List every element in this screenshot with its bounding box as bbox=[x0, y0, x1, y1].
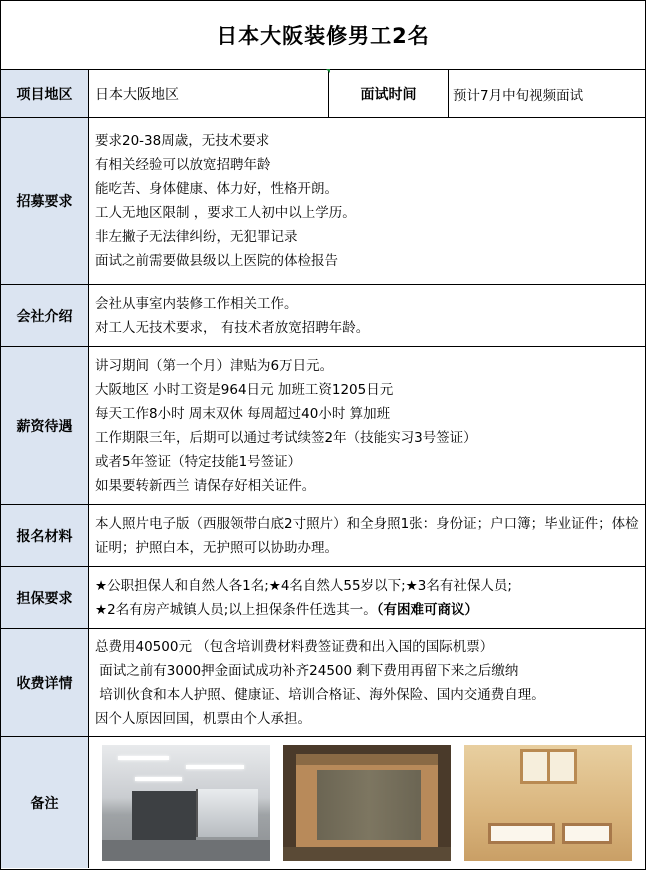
salary-row bbox=[1, 347, 645, 505]
recruit-line: 有相关经验可以放宽招聘年龄 bbox=[95, 157, 271, 173]
recruit-row bbox=[1, 118, 645, 285]
comment-marker-icon bbox=[326, 69, 330, 73]
region-row bbox=[1, 70, 645, 118]
materials-row bbox=[1, 505, 645, 567]
region-label: 项目地区 bbox=[1, 70, 89, 117]
japanese-ceiling-photo bbox=[464, 745, 632, 861]
guarantee-content bbox=[89, 567, 645, 628]
recruit-line: 能吃苦、身体健康、体力好，性格开朗。 bbox=[95, 181, 338, 197]
company-content bbox=[89, 285, 645, 346]
remarks-row bbox=[1, 737, 645, 868]
fees-line: 总费用40500元 （包含培训费材料费签证费和出入国的国际机票） bbox=[95, 638, 494, 655]
recruit-line: 非左撇子无法律纠纷，无犯罪记录 bbox=[95, 229, 298, 245]
salary-line: 工作期限三年，后期可以通过考试续签2年（技能实习3号签证） bbox=[95, 429, 477, 446]
guarantee-row bbox=[1, 567, 645, 629]
fees-line: 培训伙食和本人护照、健康证、培训合格证、海外保险、国内交通费自理。 bbox=[95, 686, 545, 703]
company-line: 会社从事室内装修工作相关工作。 bbox=[95, 295, 298, 312]
fees-row bbox=[1, 629, 645, 737]
materials-label: 报名材料 bbox=[1, 505, 89, 566]
salary-line: 大阪地区 小时工资是964日元 加班工资1205日元 bbox=[95, 381, 394, 398]
wood-wall-photo bbox=[283, 745, 451, 861]
fees-content bbox=[89, 629, 645, 736]
recruit-line: 要求20-38周歳，无技术要求 bbox=[95, 133, 270, 149]
salary-line: 讲习期间（第一个月）津贴为6万日元。 bbox=[95, 357, 334, 374]
materials-text: 本人照片电子版（西服领带白底2寸照片）和全身照1张：身份证；户口簿；毕业证件；体检证明；护照白本，无护照可以协助办理。 bbox=[95, 515, 639, 556]
fees-line: 面试之前有3000押金面试成功补齐24500 剩下费用再留下来之后缴纳 bbox=[95, 662, 519, 679]
page-title: 日本大阪装修男工2名 bbox=[1, 1, 645, 70]
recruit-label: 招募要求 bbox=[1, 118, 89, 284]
remarks-label: 备注 bbox=[1, 737, 89, 868]
guarantee-line: ★2名有房产城镇人员;以上担保条件任选其一。 bbox=[95, 601, 377, 618]
salary-label: 薪资待遇 bbox=[1, 347, 89, 504]
company-row bbox=[1, 285, 645, 347]
recruit-line: 面试之前需要做县级以上医院的体检报告 bbox=[95, 253, 338, 269]
region-value-text: 日本大阪地区 bbox=[95, 86, 179, 103]
interview-time-label: 面试时间 bbox=[329, 70, 449, 117]
salary-content bbox=[89, 347, 645, 504]
company-line: 对工人无技术要求， 有技术者放宽招聘年龄。 bbox=[95, 319, 370, 336]
salary-line: 或者5年签证（特定技能1号签证） bbox=[95, 453, 302, 470]
guarantee-note: （有困难可商议） bbox=[376, 601, 478, 618]
materials-content bbox=[89, 505, 645, 566]
fees-line: 因个人原因回国，机票由个人承担。 bbox=[95, 710, 311, 727]
recruit-line: 工人无地区限制 ，要求工人初中以上学历。 bbox=[95, 205, 356, 221]
interview-time-value: 预计7月中旬视频面试 bbox=[453, 87, 584, 104]
recruit-content bbox=[89, 118, 645, 284]
guarantee-label: 担保要求 bbox=[1, 567, 89, 628]
company-label: 会社介绍 bbox=[1, 285, 89, 346]
region-value bbox=[89, 70, 329, 117]
salary-line: 每天工作8小时 周末双休 每周超过40小时 算加班 bbox=[95, 405, 391, 422]
salary-line: 如果要转新西兰 请保存好相关证件。 bbox=[95, 477, 316, 494]
office-interior-photo bbox=[102, 745, 270, 861]
fees-label: 收费详情 bbox=[1, 629, 89, 736]
guarantee-line-2 bbox=[95, 598, 645, 622]
guarantee-line: ★公职担保人和自然人各1名;★4名自然人55岁以下;★3名有社保人员; bbox=[95, 577, 512, 594]
remarks-photos bbox=[89, 737, 645, 868]
